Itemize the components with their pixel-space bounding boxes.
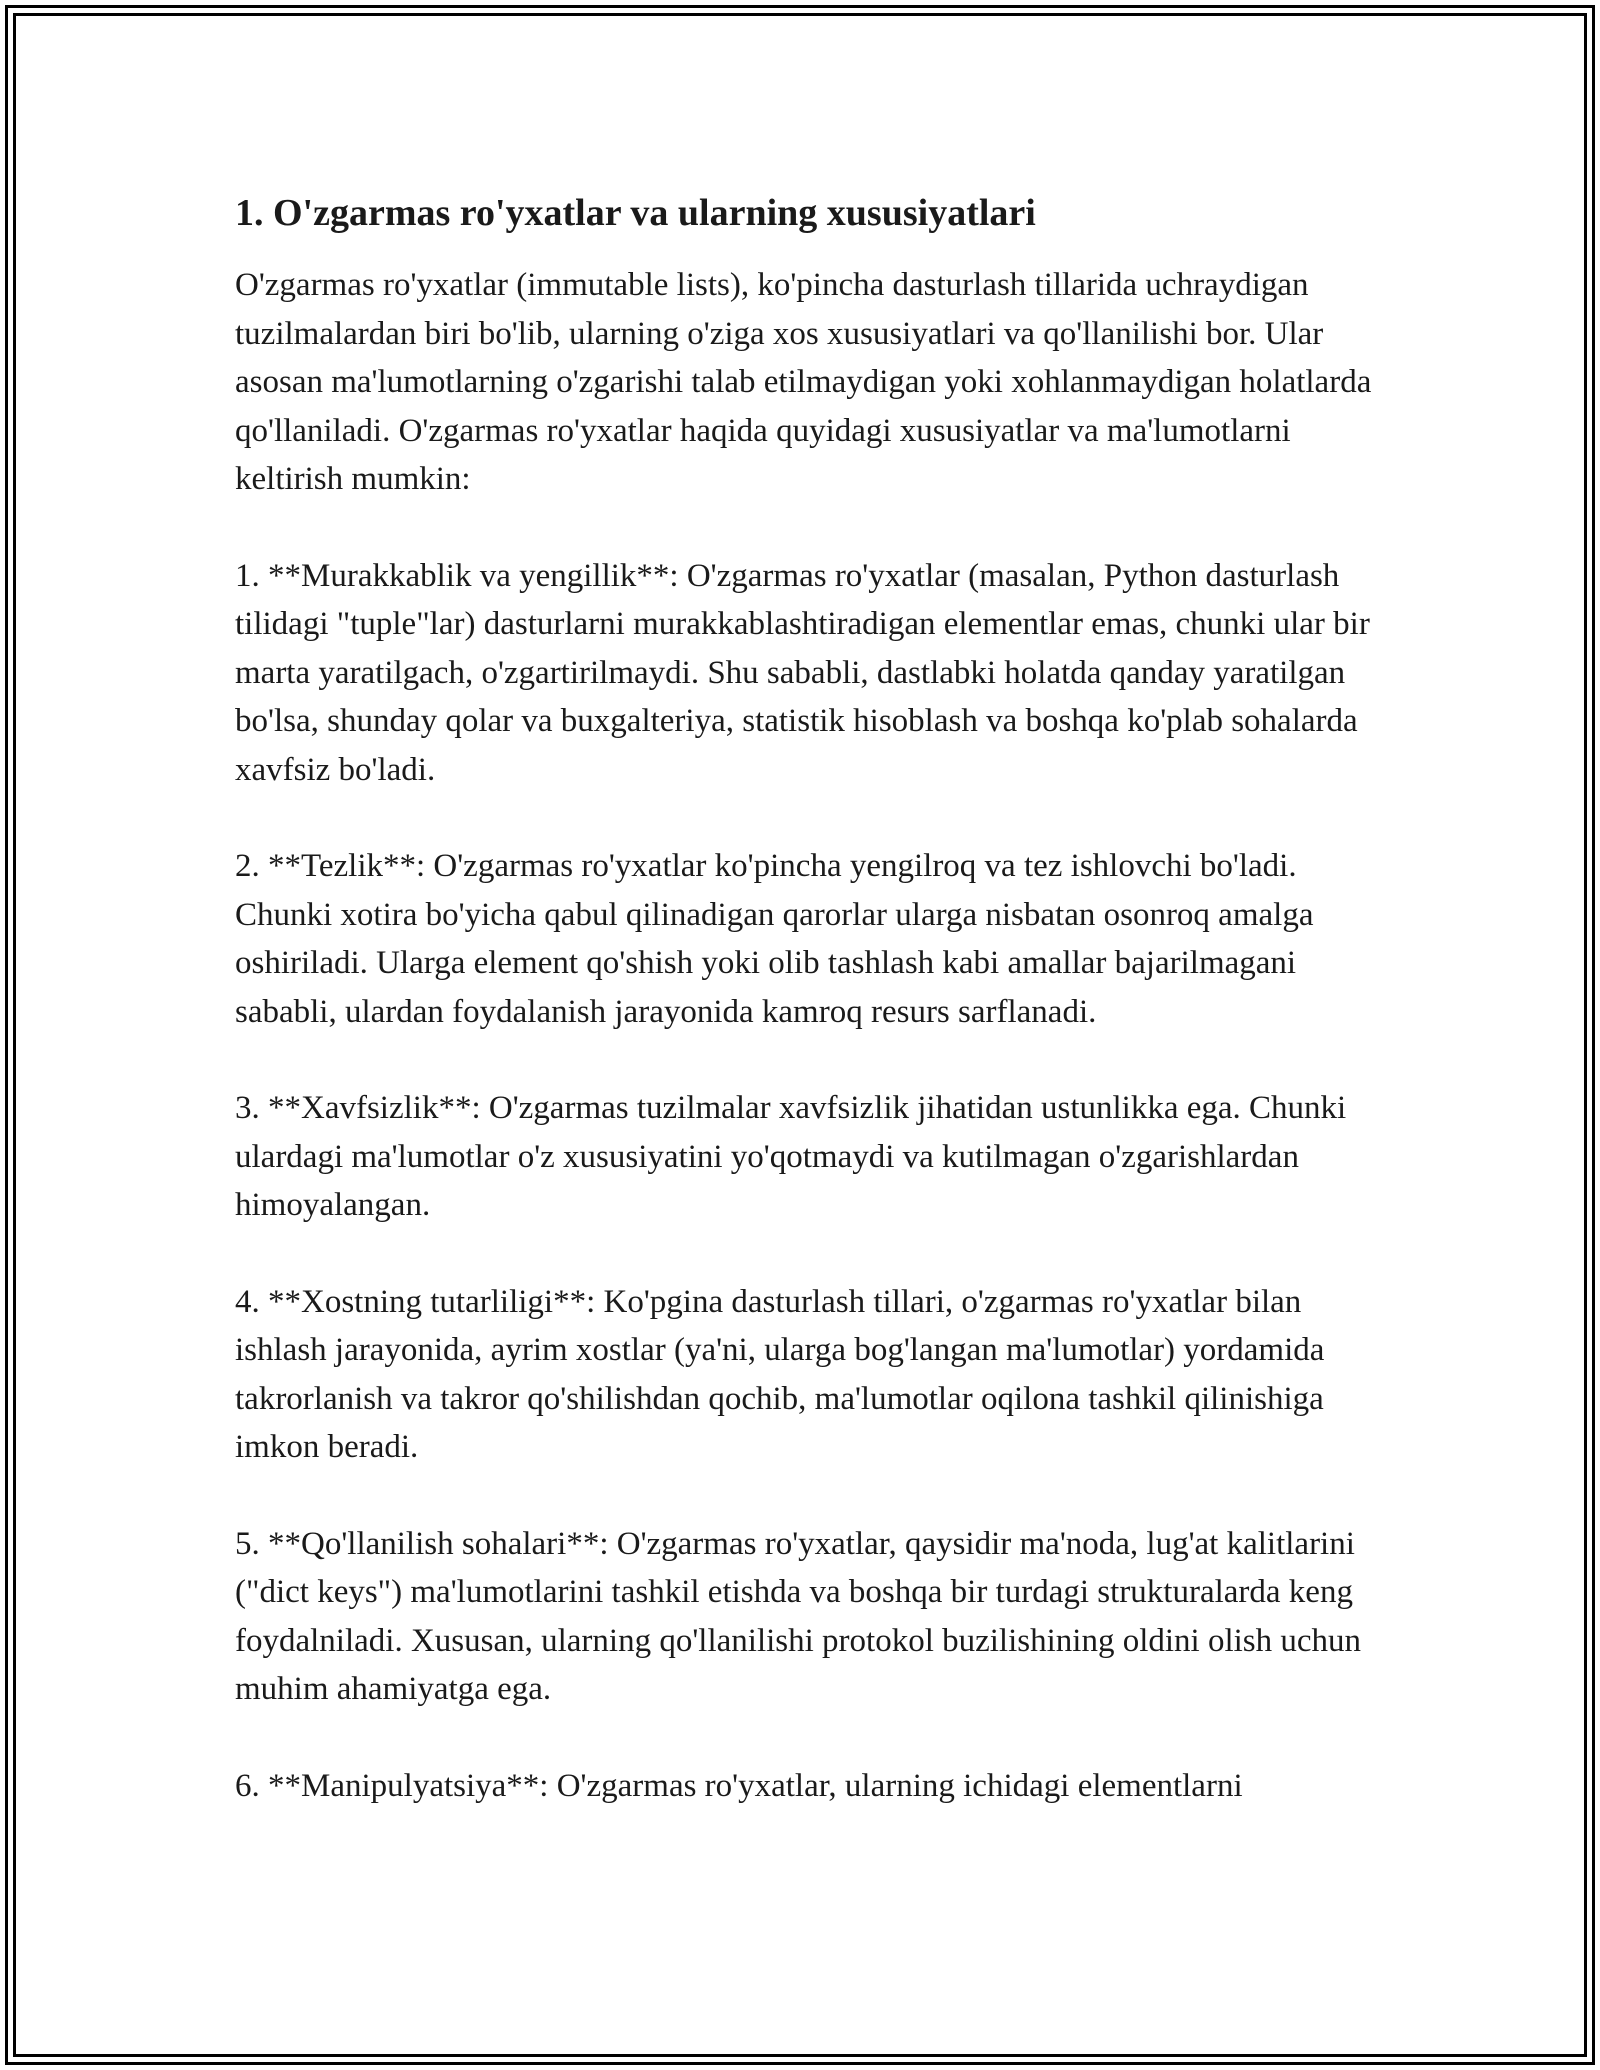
document-title: 1. O'zgarmas ro'yxatlar va ularning xususiyatlari (235, 192, 1036, 234)
list-item-4: 4. **Xostning tutarliligi**: Ko'pgina dasturlash tillari, o'zgarmas ro'yxatlar bilan ishlash jarayonida, ayrim xostlar (ya'ni, ularga bog'langan ma'lumotlar) yordamida takrorlanish va takror qo'shilishdan qochib, ma'lumotlar oqilona tashkil qilinishiga imkon beradi. (235, 1283, 1325, 1465)
document-body (235, 185, 1385, 1858)
list-item-6: 6. **Manipulyatsiya**: O'zgarmas ro'yxatlar, ularning ichidagi elementlarni (235, 1767, 1243, 1804)
intro-paragraph: O'zgarmas ro'yxatlar (immutable lists), ko'pincha dasturlash tillarida uchraydigan tuzilmalardan biri bo'lib, ularning o'ziga xos xususiyatlari va qo'llanilishi bor. Ular asosan ma'lumotlarning o'zgarishi talab etilmaydigan yoki xohlanmaydigan holatlarda qo'llaniladi. O'zgarmas ro'yxatlar haqida quyidagi xususiyatlar va ma'lumotlarni keltirish mumkin: (235, 267, 1372, 497)
list-item-3: 3. **Xavfsizlik**: O'zgarmas tuzilmalar xavfsizlik jihatidan ustunlikka ega. Chunki ulardagi ma'lumotlar o'z xususiyatini yo'qotmaydi va kutilmagan o'zgarishlardan himoyalangan. (235, 1090, 1347, 1223)
list-item-2: 2. **Tezlik**: O'zgarmas ro'yxatlar ko'pincha yengilroq va tez ishlovchi bo'ladi. Chunki xotira bo'yicha qabul qilinadigan qarorlar ularga nisbatan osonroq amalga oshiriladi. Ularga element qo'shish yoki olib tashlash kabi amallar bajarilmagani sababli, ulardan foydalanish jarayonida kamroq resurs sarflanadi. (235, 848, 1314, 1030)
list-item-5: 5. **Qo'llanilish sohalari**: O'zgarmas ro'yxatlar, qaysidir ma'noda, lug'at kalitlarini ("dict keys") ma'lumotlarini tashkil etishda va boshqa bir turdagi strukturalarda keng foydalniladi. Xususan, ularning qo'llanilishi protokol buzilishining oldini olish uchun muhim ahamiyatga ega. (235, 1525, 1362, 1707)
list-item-1: 1. **Murakkablik va yengillik**: O'zgarmas ro'yxatlar (masalan, Python dasturlash tilidagi "tuple"lar) dasturlarni murakkablashtiradigan elementlar emas, chunki ular bir marta yaratilgach, o'zgartirilmaydi. Shu sababli, dastlabki holatda qanday yaratilgan bo'lsa, shunday qolar va buxgalteriya, statistik hisoblash va boshqa ko'plab sohalarda xavfsiz bo'ladi. (235, 557, 1370, 788)
